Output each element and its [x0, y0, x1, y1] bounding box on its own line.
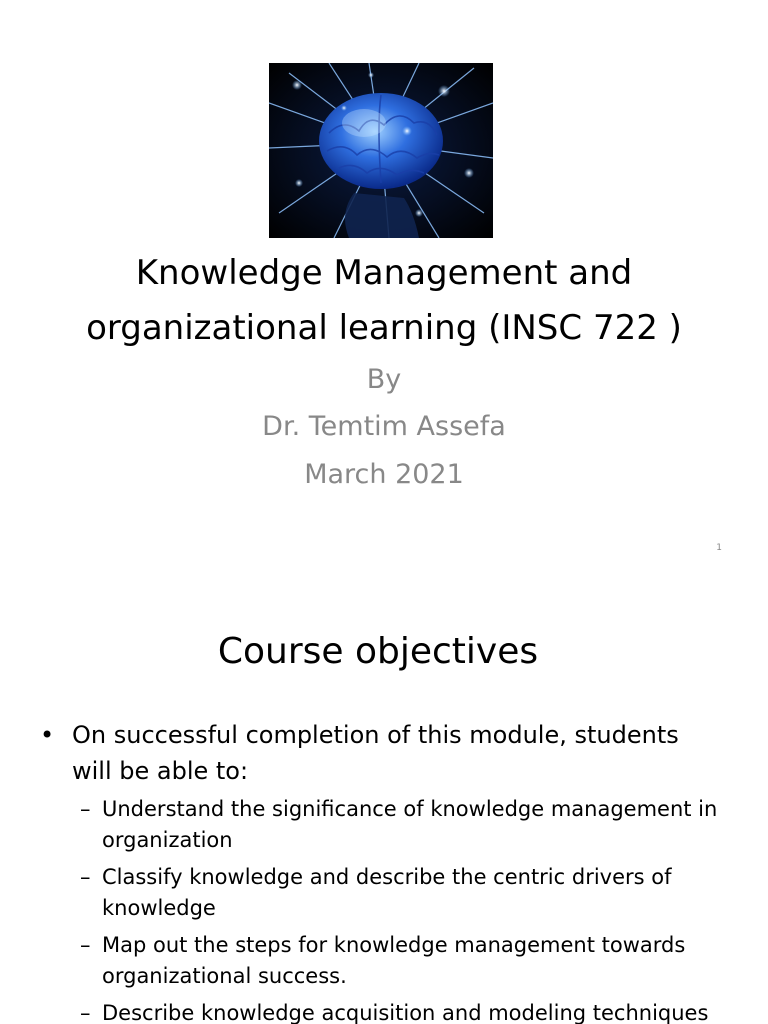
title-line-2: organizational learning (INSC 722 ) [86, 308, 682, 348]
dash-symbol: – [80, 797, 91, 821]
objective-text: Describe knowledge acquisition and modeling techniques [102, 1001, 709, 1024]
bullet-symbol: • [40, 721, 55, 749]
section-heading: Course objectives [217, 631, 539, 672]
list-item [76, 862, 768, 924]
list-item [76, 998, 768, 1024]
title-line-1: Knowledge Management and [135, 253, 633, 293]
intro-bullet [40, 717, 720, 789]
subtitle-author: Dr. Temtim Assefa [262, 411, 506, 442]
subtitle-by: By [366, 364, 402, 395]
objective-text: Map out the steps for knowledge management towards organizational success. [102, 933, 686, 988]
list-item [76, 794, 768, 856]
list-item [76, 930, 768, 992]
slide-number: 1 [716, 543, 722, 553]
slide-title [0, 246, 768, 356]
objective-text: Classify knowledge and describe the centric drivers of knowledge [102, 865, 672, 920]
intro-text: On successful completion of this module, students will be able to: [72, 721, 679, 785]
subtitle-date: March 2021 [304, 459, 464, 490]
dash-symbol: – [80, 1001, 91, 1024]
objective-text: Understand the significance of knowledge management in organization [102, 797, 718, 852]
dash-symbol: – [80, 933, 91, 957]
objectives-list [76, 794, 768, 1024]
dash-symbol: – [80, 865, 91, 889]
brain-network-image [269, 63, 493, 238]
slide-2 [0, 575, 768, 1024]
